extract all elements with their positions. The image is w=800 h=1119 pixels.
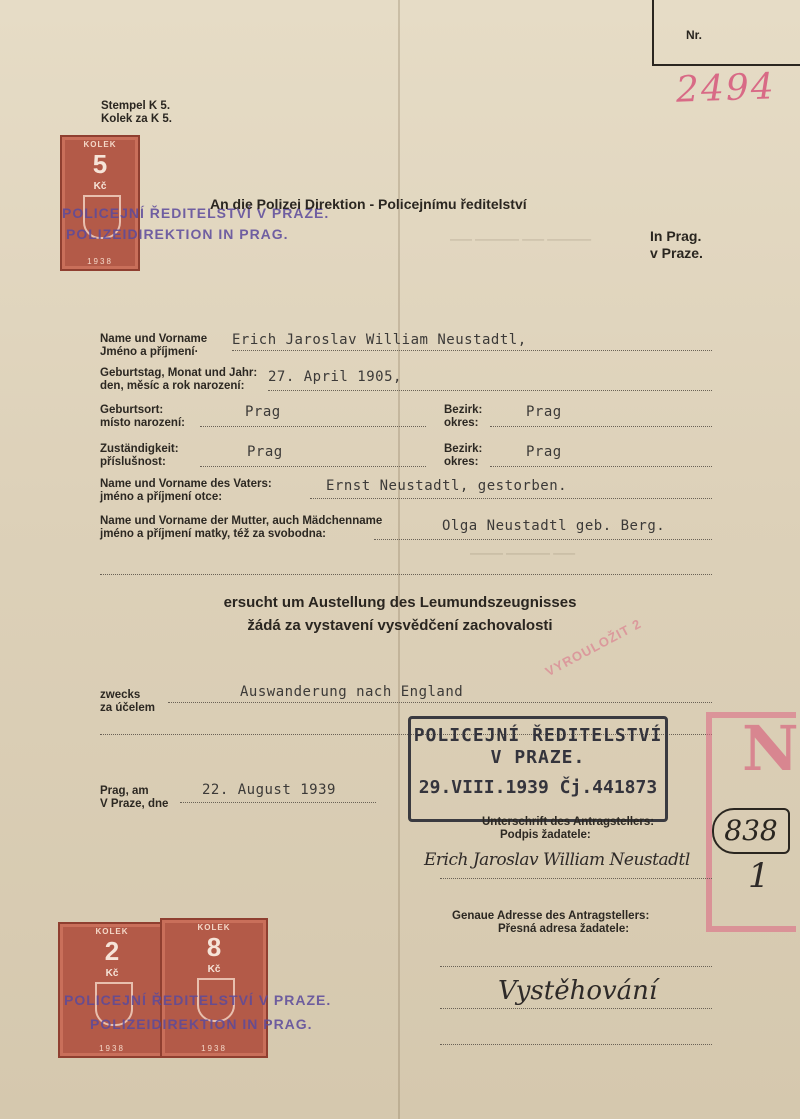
mother-label-cz: jméno a příjmení matky, též za svobodna: — [100, 528, 327, 540]
purpose-dotted-line — [168, 702, 712, 703]
signature-label-de: Unterschrift des Antragstellers: — [482, 816, 655, 828]
address-label-cz: Přesná adresa žadatele: — [498, 923, 630, 935]
birthplace-bezirk-value: Prag — [526, 404, 562, 420]
addressee: An die Polizei Direktion - Policejnímu ředitelství — [210, 196, 527, 212]
birthplace-bezirk-de: Bezirk: — [444, 404, 483, 416]
mother-dotted-line — [374, 539, 712, 540]
stamp-year: 1938 — [87, 257, 113, 266]
jurisdiction-value: Prag — [247, 444, 283, 460]
jurisdiction-bezirk-cz: okres: — [444, 456, 479, 468]
stamp-value-2: 2 — [104, 936, 120, 966]
stamp-year-2: 1938 — [99, 1044, 125, 1053]
father-label-de: Name und Vorname des Vaters: — [100, 478, 272, 490]
request-line-de: ersucht um Austellung des Leumundszeugnisses — [223, 594, 577, 611]
stamp-value-8: 8 — [206, 932, 222, 962]
purpose-value: Auswanderung nach England — [240, 684, 464, 700]
police-overstamp-top-1: POLICEJNÍ ŘEDITELSTVÍ V PRAZE. — [62, 205, 330, 221]
police-receipt-stamp — [408, 716, 668, 822]
date-label-de: Prag, am — [100, 785, 149, 797]
signature-dotted-line — [440, 878, 712, 879]
police-overstamp-bottom-1: POLICEJNÍ ŘEDITELSTVÍ V PRAZE. — [64, 992, 332, 1008]
birthdate-dotted-line — [268, 390, 712, 391]
address-handwritten: Vystěhování — [498, 976, 658, 1006]
mother-value: Olga Neustadtl geb. Berg. — [442, 518, 666, 534]
police-overstamp-top-2: POLIZEIDIREKTION IN PRAG. — [66, 226, 289, 242]
date-value: 22. August 1939 — [202, 782, 336, 798]
stamp-label-cz: Kolek za K 5. — [101, 113, 172, 125]
name-value: Erich Jaroslav William Neustadtl, — [232, 332, 527, 348]
stamp-value: 5 — [92, 149, 108, 179]
birthdate-label-de: Geburtstag, Monat und Jahr: — [100, 367, 258, 379]
jurisdiction-dotted-line — [200, 466, 426, 467]
father-label-cz: jméno a příjmení otce: — [100, 491, 223, 503]
diagonal-red-stamp: VYROULOŽIT 2 — [542, 615, 644, 680]
stamp-currency-8: Kč — [207, 964, 221, 975]
stamp-kolek-text: KOLEK — [83, 140, 117, 149]
registry-number: 838 — [712, 808, 790, 854]
revenue-stamp-5 — [60, 135, 140, 271]
city-de: In Prag. — [650, 228, 702, 244]
father-dotted-line — [310, 498, 712, 499]
bleed-through-text: —— ———— —— ———— — [450, 234, 592, 246]
date-dotted-line — [180, 802, 376, 803]
name-dotted-line — [232, 350, 712, 351]
jurisdiction-label-cz: příslušnost: — [100, 456, 166, 468]
applicant-signature: Erich Jaroslav William Neustadtl — [424, 850, 690, 870]
address-dotted-line-2 — [440, 1008, 712, 1009]
birthplace-dotted-line — [200, 426, 426, 427]
registry-letter: N — [742, 712, 799, 785]
address-dotted-line-3 — [440, 1044, 712, 1045]
stamp-kolek-text-8: KOLEK — [197, 923, 231, 932]
jurisdiction-bezirk-dotted-line — [490, 466, 712, 467]
bleed-through-text-2: ——— ———— —— — [470, 548, 576, 560]
jurisdiction-bezirk-value: Prag — [526, 444, 562, 460]
jurisdiction-bezirk-de: Bezirk: — [444, 443, 483, 455]
birthplace-label-de: Geburtsort: — [100, 404, 164, 416]
mother-label-de: Name und Vorname der Mutter, auch Mädchenname — [100, 515, 383, 527]
birthdate-label-cz: den, měsíc a rok narození: — [100, 380, 245, 392]
police-overstamp-bottom-2: POLIZEIDIREKTION IN PRAG. — [90, 1016, 313, 1032]
request-line-cz: žádá za vystavení vysvědčení zachovalosti — [247, 617, 553, 634]
receipt-stamp-line1: POLICEJNÍ ŘEDITELSTVÍ — [413, 725, 663, 746]
father-value: Ernst Neustadtl, gestorben. — [326, 478, 568, 494]
purpose-label-de: zwecks — [100, 689, 141, 701]
receipt-stamp-date-ref: 29.VIII.1939 Čj.441873 — [418, 777, 658, 798]
registry-digit: 1 — [748, 856, 770, 896]
name-label-de: Name und Vorname — [100, 333, 208, 345]
birthplace-bezirk-cz: okres: — [444, 417, 479, 429]
birthplace-label-cz: místo narození: — [100, 417, 185, 429]
address-label-de: Genaue Adresse des Antragstellers: — [452, 910, 650, 922]
stamp-currency: Kč — [93, 181, 107, 192]
stamp-label-de: Stempel K 5. — [101, 100, 171, 112]
name-label-cz: Jméno a příjmení· — [100, 346, 199, 358]
revenue-stamp-8 — [160, 918, 268, 1058]
receipt-stamp-line2: V PRAZE. — [490, 747, 586, 768]
revenue-stamp-2 — [58, 922, 166, 1058]
jurisdiction-label-de: Zuständigkeit: — [100, 443, 179, 455]
stamp-currency-2: Kč — [105, 968, 119, 979]
page-fold — [398, 0, 400, 1119]
city-cz: v Praze. — [650, 245, 703, 261]
address-dotted-line — [440, 966, 712, 967]
signature-label-cz: Podpis žadatele: — [500, 829, 591, 841]
birthplace-bezirk-dotted-line — [490, 426, 712, 427]
purpose-label-cz: za účelem — [100, 702, 155, 714]
birthdate-value: 27. April 1905, — [268, 369, 402, 385]
stamp-year-8: 1938 — [201, 1044, 227, 1053]
blank-dotted-line — [100, 574, 712, 575]
stamp-kolek-text-2: KOLEK — [95, 927, 129, 936]
date-label-cz: V Praze, dne — [100, 798, 169, 810]
number-box — [652, 0, 800, 66]
handwritten-file-number: 2494 — [675, 66, 777, 111]
nr-label: Nr. — [686, 28, 703, 42]
birthplace-value: Prag — [245, 404, 281, 420]
